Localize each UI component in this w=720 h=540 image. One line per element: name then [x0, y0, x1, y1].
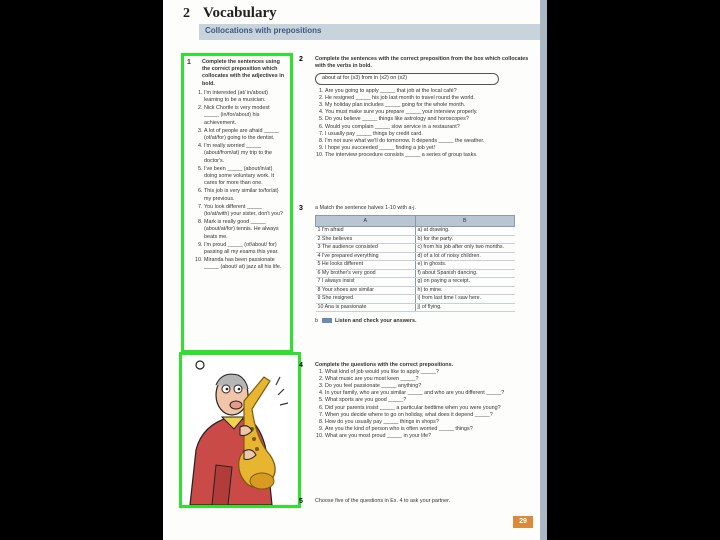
list-item: 10. What are you most proud _____ in your life? [325, 433, 537, 440]
sentence-start-cell: 1 I'm afraid [316, 227, 416, 236]
exercise-1-list [188, 90, 286, 272]
list-item: 3. A lot of people are afraid _____ (of/at/for) going to the dentist. [204, 128, 286, 142]
exercise-2-instruction: Complete the sentences with the correct preposition from the box which collocates with the verbs in bold. [315, 56, 529, 70]
sentence-start-cell: 10 Ana is passionate [316, 303, 416, 312]
list-item: 4. You must make sure you prepare _____ your interview properly. [325, 109, 537, 116]
exercise-3-instruction-a: a Match the sentence halves 1-10 with a-j. [315, 205, 416, 211]
unit-number: 2 [183, 6, 190, 21]
section-subtitle: Collocations with prepositions [205, 26, 322, 35]
exercise-4-list [315, 369, 537, 440]
sentence-start-cell: 9 She resigned [316, 295, 416, 304]
sentence-end-cell: b) for the party. [415, 235, 515, 244]
list-item: 4. I'm really worried _____ (about/from/at) my trip to the doctor's. [204, 143, 286, 165]
exercise-2 [301, 56, 537, 160]
exercise-4 [301, 362, 537, 440]
exercise-3-instruction-b: Listen and check your answers. [335, 318, 417, 325]
sentence-end-cell: j) of flying. [415, 303, 515, 312]
list-item: 6. This job is very similar to/for/at) my previous. [204, 188, 286, 202]
exercise-2-list [315, 88, 537, 160]
list-item: 2. What music are you most keen _____? [325, 376, 537, 383]
list-item: 3. Do you feel passionate _____ anything? [325, 383, 537, 390]
exercise-1-instruction: Complete the sentences using the correct preposition which collocates with the adjectives in bold. [202, 59, 285, 87]
list-item: 5. What sports are you good _____? [325, 397, 537, 404]
list-item: 2. Nick Chortle is very modest _____ (in/for/about) his achievement. [204, 105, 286, 127]
list-item: 2. He resigned _____ his job last month to travel round the world. [325, 95, 537, 102]
exercise-2-number: 2 [299, 56, 303, 63]
table-row [316, 295, 515, 304]
audio-track-icon[interactable] [322, 318, 332, 323]
sentence-end-cell: g) on paying a receipt. [415, 278, 515, 287]
sentence-end-cell: c) from his job after only two months. [415, 244, 515, 253]
list-item: 4. In your family, who are you similar _____ and who are you different _____? [325, 390, 537, 397]
table-row [316, 261, 515, 270]
table-row [316, 303, 515, 312]
list-item: 5. I've been _____ (about/in/at) doing some voluntary work. It cares for more than one. [204, 166, 286, 188]
list-item: 9. I hope you succeeded _____ finding a job yet! [325, 145, 537, 152]
list-item: 1. What kind of job would you like to apply _____? [325, 369, 537, 376]
list-item: 8. Mark is really good _____ (about/at/for) tennis. He always beats me. [204, 219, 286, 241]
exercise-1-number: 1 [187, 59, 191, 66]
table-row [316, 244, 515, 253]
table-row [316, 252, 515, 261]
column-b-header: B [415, 216, 515, 227]
exercise-4-instruction: Complete the questions with the correct prepositions. [315, 362, 454, 368]
exercise-3 [301, 205, 537, 325]
sentence-start-cell: 8 Your shoes are similar [316, 286, 416, 295]
matching-table [315, 215, 515, 312]
list-item: 8. I'm not sure what we'll do tomorrow. It depends _____ the weather. [325, 138, 537, 145]
saxophone-cartoon-box [179, 352, 301, 508]
list-item: 10. The interview procedure consists _____ a series of group tasks. [325, 152, 537, 159]
sentence-start-cell: 2 She believes [316, 235, 416, 244]
table-row [316, 269, 515, 278]
sentence-end-cell: i) from last time I saw here. [415, 295, 515, 304]
exercise-5 [301, 498, 537, 504]
preposition-box: about at for (x3) from in (x2) on (x2) [315, 73, 499, 84]
list-item: 6. Would you complain _____ slow service in a restaurant? [325, 124, 537, 131]
sentence-end-cell: a) at drawing. [415, 227, 515, 236]
column-a-header: A [316, 216, 416, 227]
list-item: 10. Miranda has been passionate _____ (about/ at) jazz all his life. [204, 257, 286, 271]
list-item: 1. I'm interested (at/ in/about) learning to be a musician. [204, 90, 286, 104]
sentence-end-cell: d) of a lot of noisy children. [415, 252, 515, 261]
page-title: Vocabulary [203, 5, 277, 21]
table-row [316, 227, 515, 236]
list-item: 7. When you decide where to go on holiday, what does it depend _____? [325, 412, 537, 419]
table-row [316, 235, 515, 244]
section-bar [199, 24, 544, 40]
textbook-page [163, 0, 544, 540]
list-item: 9. Are you the kind of person who is often worried _____ things? [325, 426, 537, 433]
exercise-4-number: 4 [299, 362, 303, 369]
list-item: 1. Are you going to apply _____ that job at the local café? [325, 88, 537, 95]
sentence-start-cell: 7 I always insist [316, 278, 416, 287]
exercise-3-part-b: b Listen and check your answers. [315, 318, 417, 325]
list-item: 6. Did your parents insist _____ a particular bedtime when you were young? [325, 405, 537, 412]
sentence-start-cell: 5 He looks different [316, 261, 416, 270]
exercise-1-box [181, 53, 293, 353]
list-item: 8. How do you usually pay _____ things in shops? [325, 419, 537, 426]
list-item: 7. You look different _____ (to/at/with) your sister, don't you? [204, 204, 286, 218]
exercise-5-instruction: Choose five of the questions in Ex. 4 to ask your partner. [315, 498, 451, 504]
table-row [316, 286, 515, 295]
list-item: 5. Do you believe _____ things like astrology and horoscopes? [325, 116, 537, 123]
page-number: 29 [513, 516, 533, 528]
exercise-3-number: 3 [299, 205, 303, 212]
page-edge-strip [540, 0, 547, 540]
sentence-start-cell: 4 I've prepared everything [316, 252, 416, 261]
sentence-start-cell: 3 The audience consisted [316, 244, 416, 253]
exercise-5-number: 5 [299, 498, 303, 505]
sentence-end-cell: e) in ghosts. [415, 261, 515, 270]
sentence-end-cell: h) to mine. [415, 286, 515, 295]
table-row [316, 278, 515, 287]
sentence-end-cell: f) about Spanish dancing. [415, 269, 515, 278]
sentence-start-cell: 6 My brother's very good [316, 269, 416, 278]
list-item: 9. I'm proud _____ (of/about/ for) passing all my exams this year. [204, 242, 286, 256]
saxophone-player-illustration [182, 355, 298, 505]
list-item: 7. I usually pay _____ things by credit card. [325, 131, 537, 138]
list-item: 3. My holiday plan includes _____ going for the whole month. [325, 102, 537, 109]
